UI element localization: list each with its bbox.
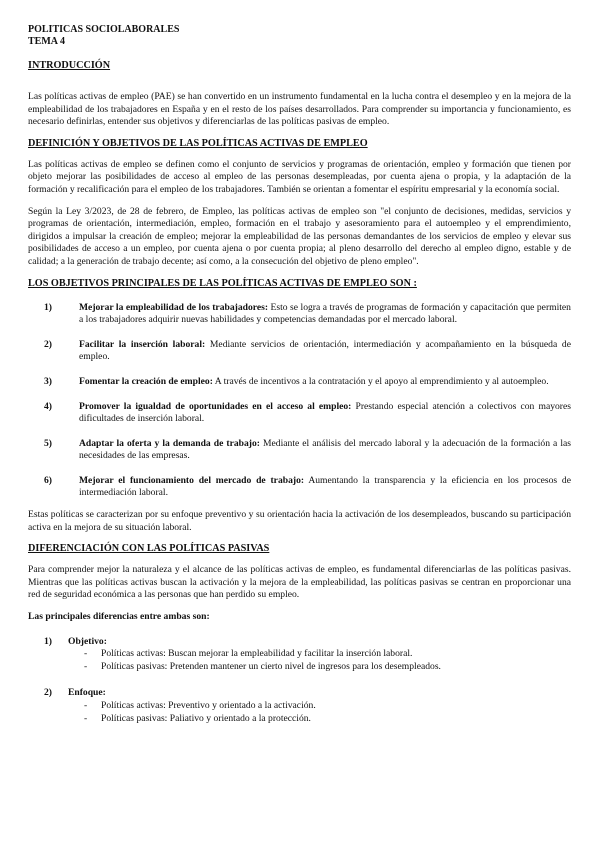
objective-item: 1) Mejorar la empleabilidad de los trabajadores: Esto se logra a través de programas de formación y capacitación que permiten a los trabajadores adquirir nuevas habilidades y competencias demandadas por el mercado laboral. [44, 301, 571, 326]
bullet-item: - Políticas activas: Preventivo y orientado a la activación. [84, 700, 316, 711]
difference-heading: DIFERENCIACIÓN CON LAS POLÍTICAS PASIVAS [28, 543, 270, 555]
objectives-closing: Estas políticas se caracterizan por su enfoque preventivo y su orientación hacia la activación de los desempleados, buscando su participación activa en la mejora de su situación laboral. [28, 509, 571, 533]
objective-item: 2) Facilitar la inserción laboral: Mediante servicios de orientación, intermediación y acompañamiento en la búsqueda de empleo. [44, 338, 571, 363]
differences-list [28, 636, 571, 726]
differences-subheading: Las principales diferencias entre ambas son: [28, 611, 210, 623]
bullet-item: - Políticas pasivas: Pretenden mantener un cierto nivel de ingresos para los desempleados. [84, 660, 441, 672]
definition-heading: DEFINICIÓN Y OBJETIVOS DE LAS POLÍTICAS ACTIVAS DE EMPLEO [28, 137, 368, 149]
bullet-item: - Políticas activas: Buscan mejorar la empleabilidad y facilitar la inserción laboral. [84, 648, 413, 660]
objectives-list [28, 302, 571, 501]
objective-item: 6) Mejorar el funcionamiento del mercado de trabajo: Aumentando la transparencia y la eficiencia en los procesos de intermediación laboral. [44, 474, 571, 499]
objective-item: 3) Fomentar la creación de empleo: A través de incentivos a la contratación y el apoyo al emprendimiento y al autoempleo. [44, 375, 549, 387]
difference-paragraph: Para comprender mejor la naturaleza y el alcance de las políticas activas de empleo, es fundamental diferenciarlas de las políticas pasivas. Mientras que las políticas activas buscan la activación y la mejora de la empleabilidad, las políticas pasivas se centran en proporcionar una red de seguridad económica a las personas que han perdido su empleo. [28, 564, 571, 601]
difference-item: 1) Objetivo: - Políticas activas: Buscan mejorar la empleabilidad y facilitar la inserción laboral. - Políticas pasivas: Pretenden mantener un cierto nivel de ingresos para los desempleados. [28, 636, 571, 674]
objective-item: 5) Adaptar la oferta y la demanda de trabajo: Mediante el análisis del mercado laboral y la adecuación de la formación a las necesidades de las empresas. [44, 437, 572, 462]
objectives-heading: LOS OBJETIVOS PRINCIPALES DE LAS POLÍTICAS ACTIVAS DE EMPLEO SON : [28, 277, 417, 289]
definition-paragraph-1: Las políticas activas de empleo se definen como el conjunto de servicios y programas de orientación, empleo y formación que tienen por objeto mejorar las posibilidades de acceso al empleo de las personas desempleadas, por cuenta ajena o propia, y la adaptación de la formación y recalificación para el empleo de los trabajadores. También se orientan a fomentar el espíritu empresarial y la economía social. [28, 158, 571, 195]
difference-item: 2) Enfoque: - Políticas activas: Preventivo y orientado a la activación. - Políticas pasivas: Paliativo y orientado a la protección. [28, 687, 571, 725]
definition-paragraph-2: Según la Ley 3/2023, de 28 de febrero, de Empleo, las políticas activas de empleo son "el conjunto de decisiones, medidas, servicios y programas de orientación, intermediación, empleo, formación en el trabajo y asesoramiento para el autoempleo y el emprendimiento, dirigidos a impulsar la creación de empleo; mejorar la empleabilidad de las personas demandantes de los servicios de empleo y elevar sus posibilidades de acceso a un empleo, por cuenta ajena o por cuenta propia; al pleno desarrollo del derecho al empleo digno, estable y de calidad; a la generación de trabajo decente; así como, a la consecución del objetivo de pleno empleo". [28, 205, 571, 267]
unit-title: TEMA 4 [28, 36, 65, 47]
bullet-item: - Políticas pasivas: Paliativo y orientado a la protección. [84, 712, 311, 724]
objective-item: 4) Promover la igualdad de oportunidades en el acceso al empleo: Prestando especial atención a colectivos con mayores dificultades de inserción laboral. [44, 400, 571, 425]
subject-title: POLITICAS SOCIOLABORALES [28, 24, 180, 35]
document-page [28, 24, 571, 725]
intro-heading: INTRODUCCIÓN [28, 60, 111, 71]
intro-paragraph: Las políticas activas de empleo (PAE) se han convertido en un instrumento fundamental en la lucha contra el desempleo y en la mejora de la empleabilidad de los trabajadores en España y en el resto de los países desarrollados. Para comprender su importancia y funcionamiento, es necesario definirlas, entender sus objetivos y diferenciarlas de las políticas pasivas de empleo. [28, 91, 571, 128]
